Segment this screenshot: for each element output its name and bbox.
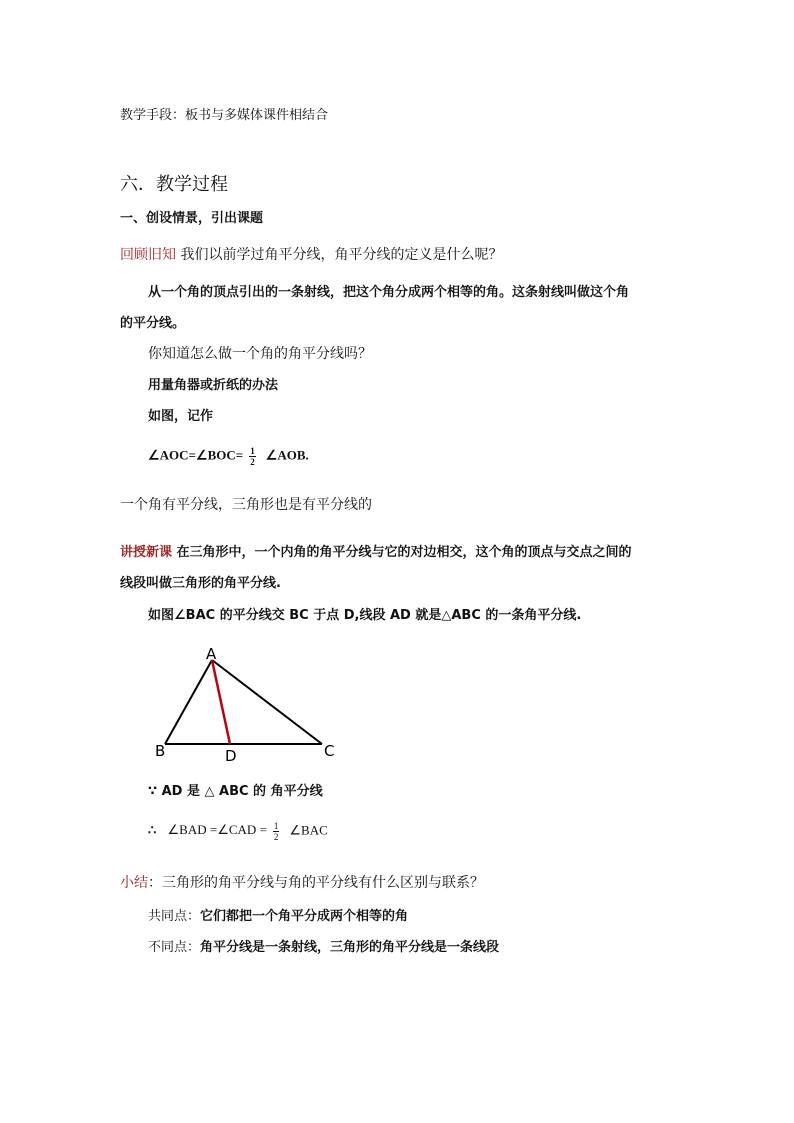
therefore-symbol: ∴ (148, 822, 157, 838)
summary-line (120, 872, 484, 892)
review-question: 我们以前学过角平分线，角平分线的定义是什么呢？ (180, 247, 503, 263)
new-lesson-line-1 (120, 541, 632, 560)
triangle-note: 一个角有平分线，三角形也是有平分线的 (120, 497, 372, 513)
method-line: 用量角器或折纸的办法 (148, 378, 279, 393)
label-a: A (206, 645, 217, 663)
different-line (148, 936, 499, 955)
common-line (148, 905, 408, 924)
common-text: 它们都把一个角平分成两个相等的角 (200, 909, 409, 924)
example-line: 如图∠BAC 的平分线交 BC 于点 D,线段 AD 就是△ABC 的一条角平分线. (148, 608, 582, 623)
formula-aoc (148, 446, 309, 467)
how-question: 你知道怎么做一个角的角平分线吗？ (148, 346, 372, 362)
review-tag: 回顾旧知 (120, 247, 176, 263)
therefore-right: ∠BAC (289, 822, 328, 838)
therefore-left: ∠BAD =∠CAD = (167, 822, 267, 838)
part-heading: 一、创设情景，引出课题 (120, 211, 264, 226)
as-figure-line: 如图，记作 (148, 409, 214, 424)
label-c: C (324, 742, 335, 760)
triangle-figure (140, 640, 360, 770)
new-lesson-line-2: 线段叫做三角形的角平分线. (120, 576, 281, 591)
half-fraction: $\frac{1}{2}$ (250, 446, 255, 467)
review-paragraph (120, 244, 502, 264)
because-line (148, 780, 323, 799)
different-label: 不同点： (148, 940, 201, 955)
side-ab (165, 660, 212, 744)
new-lesson-text: 在三角形中，一个内角的角平分线与它的对边相交，这个角的顶点与交点之间的 (176, 545, 632, 560)
because-text: AD 是 △ ABC 的 角平分线 (161, 784, 323, 799)
summary-text: ：三角形的角平分线与角的平分线有什么区别与联系？ (148, 875, 484, 891)
formula-aoc-left: ∠AOC=∠BOC= (148, 447, 244, 463)
summary-tag: 小结 (120, 875, 148, 891)
common-label: 共同点： (148, 909, 201, 924)
teaching-means-line: 教学手段：板书与多媒体课件相结合 (120, 108, 329, 123)
different-text: 角平分线是一条射线，三角形的角平分线是一条线段 (200, 940, 500, 955)
definition-line-2: 的平分线。 (120, 316, 186, 331)
new-lesson-tag: 讲授新课 (120, 545, 173, 560)
because-symbol: ∵ (148, 784, 158, 799)
label-b: B (155, 742, 166, 760)
half-fraction-2: $\frac{1}{2}$ (273, 821, 279, 842)
label-d: D (225, 747, 237, 765)
therefore-line (148, 821, 328, 842)
definition-line-1: 从一个角的顶点引出的一条射线，把这个角分成两个相等的角。这条射线叫做这个角 (148, 285, 630, 300)
formula-aoc-right: ∠AOB. (265, 447, 309, 463)
section-heading: 六．教学过程 (120, 174, 228, 195)
